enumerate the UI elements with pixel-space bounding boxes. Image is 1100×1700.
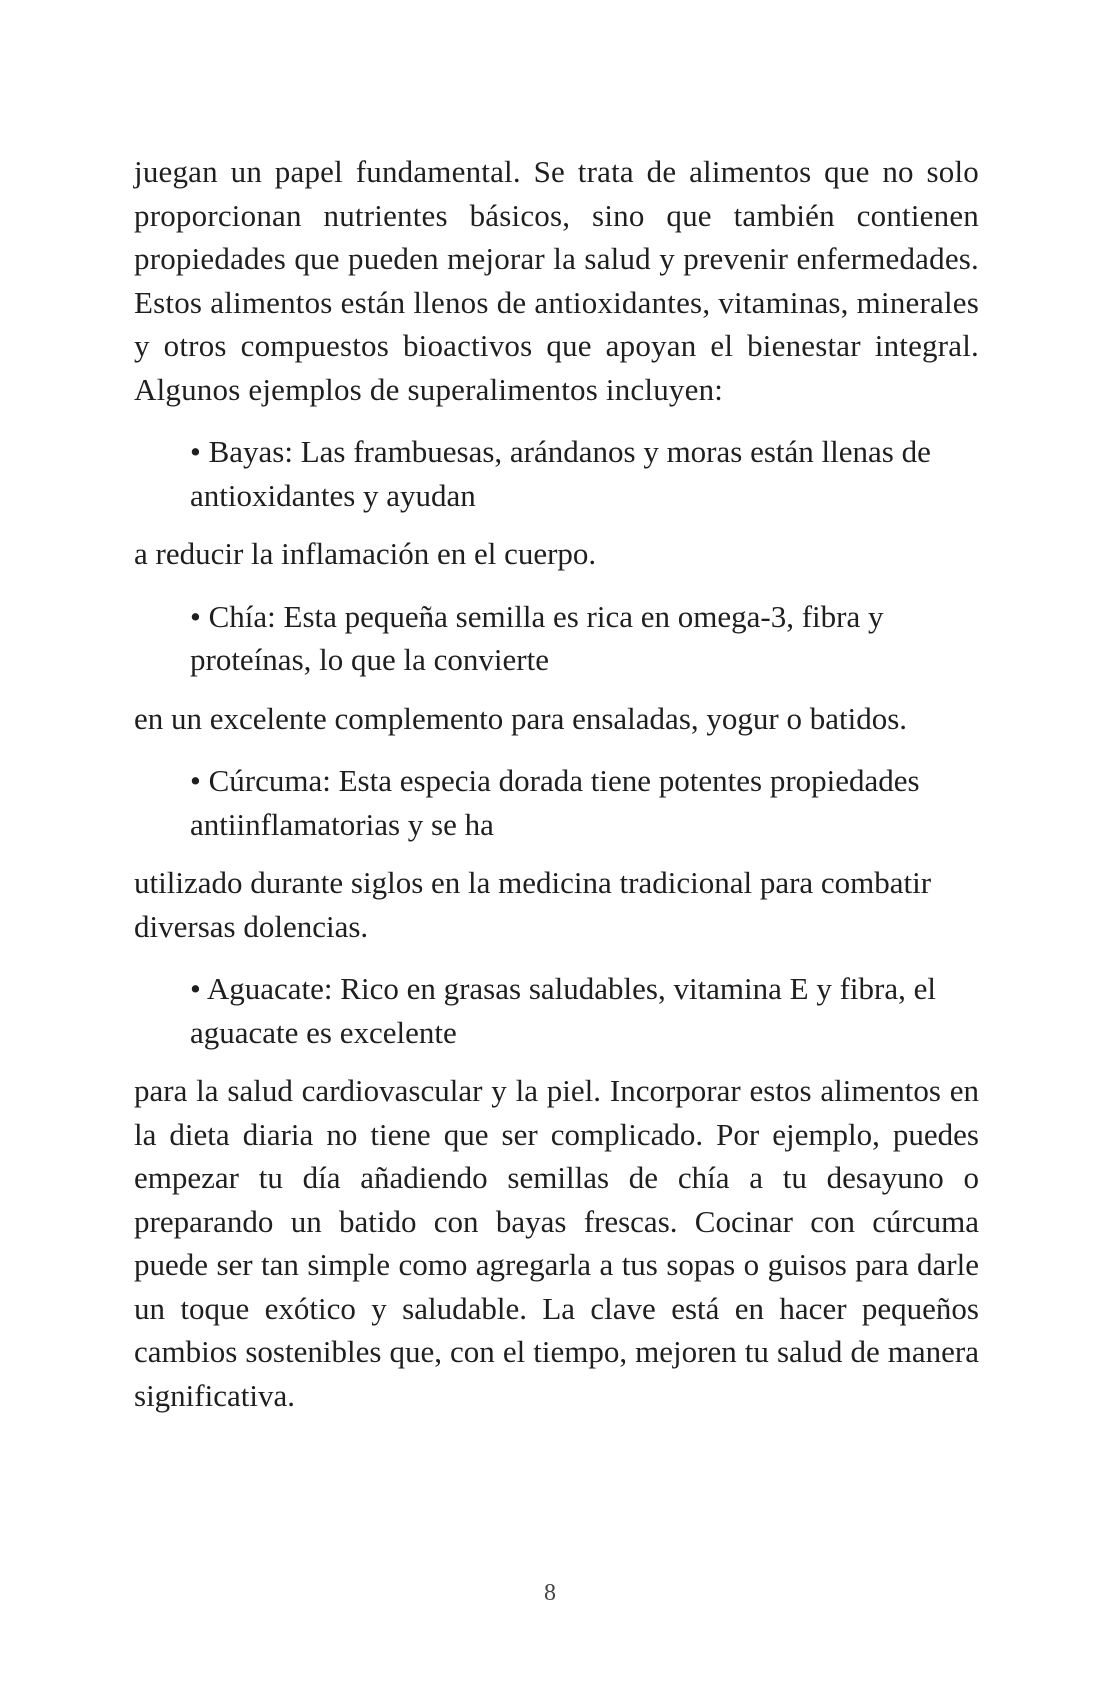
bullet-continuation-curcuma: utilizado durante siglos en la medicina tradicional para combatir diversas dolencias. [134, 865, 932, 944]
bullet-continuation-bayas: a reducir la inflamación en el cuerpo. [134, 536, 597, 571]
bullet-continuation-chia: en un excelente complemento para ensaladas, yogur o batidos. [134, 700, 908, 736]
bullet-item-bayas: • Bayas: Las frambuesas, arándanos y moras están llenas de antioxidantes y ayudan [190, 434, 931, 513]
bullet-item-chia: • Chía: Esta pequeña semilla es rica en omega-3, fibra y proteínas, lo que la convierte [190, 598, 884, 677]
page-body [134, 150, 979, 1417]
closing-paragraph: para la salud cardiovascular y la piel. Incorporar estos alimentos en la dieta diaria no tiene que ser complicado. Por ejemplo, puedes empezar tu día añadiendo semillas de chía a tu desayuno o preparando un batido con bayas frescas. Cocinar con cúrcuma puede ser tan simple como agregarla a tus sopas o guisos para darle un toque exótico y saludable. La clave está en hacer pequeños cambios sostenibles que, con el tiempo, mejoren tu salud de manera significativa. [134, 1073, 979, 1413]
page-number: 8 [544, 1580, 556, 1606]
bullet-item-aguacate: • Aguacate: Rico en grasas saludables, vitamina E y fibra, el aguacate es excelente [190, 971, 936, 1050]
intro-paragraph: juegan un papel fundamental. Se trata de alimentos que no solo proporcionan nutrientes básicos, sino que también contienen propiedades que pueden mejorar la salud y prevenir enfermedades. Estos alimentos están llenos de antioxidantes, vitaminas, minerales y otros compuestos bioactivos que apoyan el bienestar integral. Algunos ejemplos de superalimentos incluyen: [134, 154, 979, 407]
bullet-item-curcuma: • Cúrcuma: Esta especia dorada tiene potentes propiedades antiinflamatorias y se ha [190, 763, 920, 842]
